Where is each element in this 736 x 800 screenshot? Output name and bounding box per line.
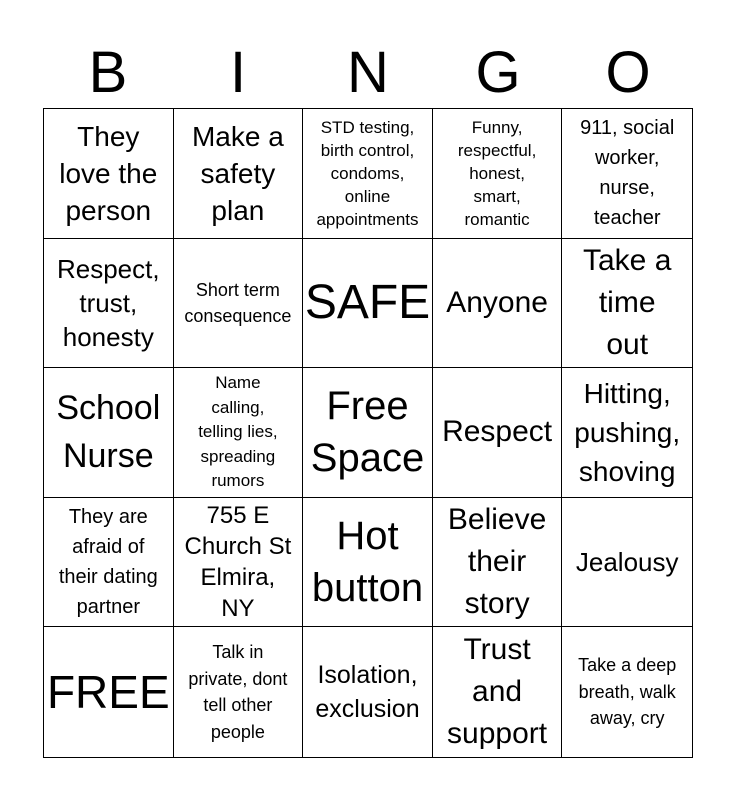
bingo-cell[interactable] [303,627,433,757]
bingo-cell[interactable] [433,368,563,498]
cell-text: Name calling, telling lies, spreading rumors [198,373,278,491]
header-letter-i: I [229,40,247,105]
bingo-cell[interactable] [562,498,692,628]
bingo-cell[interactable] [562,627,692,757]
cell-text: Isolation, exclusion [315,661,420,724]
cell-text: Funny, respectful, honest, smart, romantic [457,117,537,229]
cell-text: They love the person [59,120,158,226]
bingo-grid [43,108,693,758]
cell-text: Hot button [311,514,424,611]
cell-text: Trust and support [447,633,548,751]
header-letter-n: N [347,40,389,105]
bingo-cell[interactable] [303,239,433,369]
bingo-cell[interactable] [44,109,174,239]
bingo-cell[interactable] [303,368,433,498]
bingo-cell[interactable] [174,239,304,369]
bingo-cell[interactable] [303,109,433,239]
cell-text: Anyone [446,285,548,319]
cell-text: Make a safety plan [191,120,284,226]
cell-text: Hitting, pushing, shoving [574,377,681,487]
cell-text: 911, social worker, nurse, teacher [580,117,675,230]
bingo-cell[interactable] [44,239,174,369]
cell-text: Jealousy [575,547,679,578]
bingo-cell[interactable] [174,498,304,628]
bingo-header [43,38,693,108]
bingo-cell[interactable] [562,109,692,239]
cell-text: They are afraid of their dating partner [58,506,158,619]
header-letter-o: O [605,40,651,105]
cell-text: Talk in private, dont tell other people [188,642,288,742]
cell-text: Take a time out [583,243,672,361]
cell-text: SAFE [304,275,431,329]
cell-text: Respect, trust, honesty [56,253,160,352]
bingo-cell[interactable] [44,627,174,757]
cell-text: School Nurse [56,389,161,476]
cell-text: Respect [442,415,553,449]
bingo-cell[interactable] [562,239,692,369]
cell-text: Take a deep breath, walk away, cry [578,655,677,729]
bingo-cell[interactable] [562,368,692,498]
bingo-cell[interactable] [433,498,563,628]
cell-text: 755 E Church St Elmira, NY [184,502,292,623]
cell-text: STD testing, birth control, condoms, online appointments [316,117,419,229]
bingo-cell[interactable] [433,627,563,757]
header-letter-b: B [88,40,128,105]
bingo-cell[interactable] [433,109,563,239]
bingo-cell[interactable] [433,239,563,369]
header-letter-g: G [475,40,521,105]
bingo-cell[interactable] [174,627,304,757]
bingo-cell[interactable] [44,498,174,628]
bingo-cell[interactable] [174,368,304,498]
cell-text: Short term consequence [184,279,292,326]
cell-text: Free Space [310,384,425,481]
cell-text: Believe their story [447,503,547,621]
bingo-cell[interactable] [44,368,174,498]
bingo-cell[interactable] [174,109,304,239]
bingo-cell[interactable] [303,498,433,628]
cell-text: FREE [46,666,170,719]
